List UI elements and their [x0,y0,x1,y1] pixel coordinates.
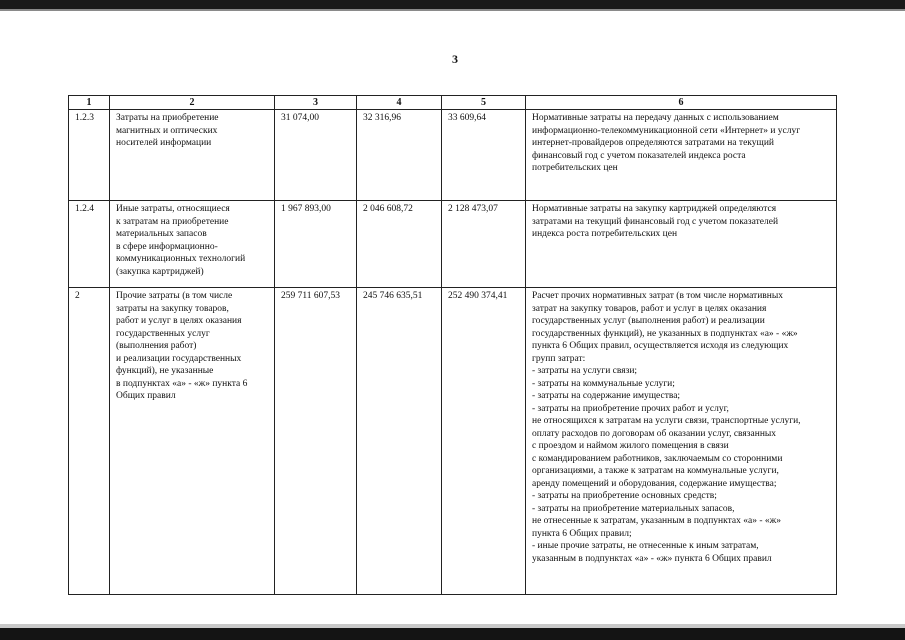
header-col-1: 1 [69,96,110,110]
text-line: с командированием работников, заключаемым со сторонними [532,453,783,464]
row-name [110,288,275,595]
text-line: с проездом и наймом жилого помещения в связи [532,441,729,451]
text-line: (выполнения работ) [116,341,197,351]
header-row [69,96,837,110]
row-name [110,110,275,201]
row-value-col4: 245 746 635,51 [357,288,442,595]
row-description [526,110,837,201]
page-number: 3 [452,52,458,66]
text-line: - затраты на приобретение материальных запасов, [532,503,735,514]
text-line: интернет-провайдеров определяются затратами на текущий [532,138,775,148]
text-line: в подпунктах «а» - «ж» пункта 6 [116,378,248,389]
scan-border-bottom [0,628,905,640]
text-line: Иные затраты, относящиеся [116,204,230,214]
text-line: информационно-телекоммуникационной сети «Интернет» и услуг [532,125,801,136]
text-line: государственных функций), не указанных в подпунктах «а» - «ж» [532,328,798,339]
text-line: затратами на текущий финансовый год с учетом показателей [532,216,779,227]
header-col-2: 2 [110,96,275,110]
text-line: носителей информации [116,138,212,148]
row-value-col3: 31 074,00 [275,110,357,201]
text-line: Расчет прочих нормативных затрат (в том числе нормативных [532,291,783,301]
text-line: - затраты на приобретение основных средств; [532,491,717,501]
text-line: потребительских цен [532,163,618,173]
text-line: Общих правил [116,391,176,401]
text-line: в сфере информационно- [116,241,218,252]
text-line: коммуникационных технологий [116,254,246,264]
header-col-5: 5 [442,96,526,110]
text-line: (закупка картриджей) [116,266,204,277]
row-value-col4: 32 316,96 [357,110,442,201]
row-value-col4: 2 046 608,72 [357,201,442,288]
row-code: 1.2.3 [69,110,110,201]
text-line: групп затрат: [532,353,586,364]
text-line: пункта 6 Общих правил; [532,528,632,539]
text-line: не отнесенные к затратам, указанным в подпунктах «а» - «ж» [532,516,781,526]
text-line: Затраты на приобретение [116,113,219,123]
text-line: указанным в подпунктах «а» - «ж» пункта 6 Общих правил [532,553,772,564]
text-line: затрат на закупку товаров, работ и услуг в целях оказания [532,303,767,314]
text-line: оплату расходов по договорам об оказании услуг, связанных [532,428,777,439]
header-col-3: 3 [275,96,357,110]
scan-border-top [0,0,905,9]
row-description [526,201,837,288]
table-row [69,201,837,288]
header-col-6: 6 [526,96,837,110]
cost-table [68,95,837,595]
text-line: - затраты на содержание имущества; [532,391,681,401]
text-line: - иные прочие затраты, не отнесенные к иным затратам, [532,541,759,551]
text-line: пункта 6 Общих правил, осуществляется исходя из следующих [532,341,789,351]
text-line: - затраты на коммунальные услуги; [532,378,675,389]
row-value-col5: 2 128 473,07 [442,201,526,288]
text-line: - затраты на услуги связи; [532,366,638,376]
text-line: не относящихся к затратам на услуги связи, транспортные услуги, [532,416,801,426]
row-description [526,288,837,595]
text-line: работ и услуг в целях оказания [116,316,242,326]
table-row [69,110,837,201]
row-value-col5: 252 490 374,41 [442,288,526,595]
row-code: 1.2.4 [69,201,110,288]
text-line: Нормативные затраты на закупку картриджей определяются [532,204,777,214]
row-code: 2 [69,288,110,595]
text-line: государственных услуг [116,328,210,339]
text-line: Прочие затраты (в том числе [116,291,233,301]
text-line: к затратам на приобретение [116,216,229,227]
row-value-col3: 259 711 607,53 [275,288,357,595]
text-line: финансовый год с учетом показателей индекса роста [532,150,746,161]
row-value-col5: 33 609,64 [442,110,526,201]
text-line: магнитных и оптических [116,125,218,136]
scan-border-top-edge [0,9,905,11]
table-row [69,288,837,595]
text-line: аренду помещений и оборудования, содержание имущества; [532,478,777,489]
text-line: и реализации государственных [116,353,242,364]
text-line: организациями, а также к затратам на коммунальные услуги, [532,466,779,476]
text-line: затраты на закупку товаров, [116,303,229,314]
row-value-col3: 1 967 893,00 [275,201,357,288]
text-line: функций), не указанные [116,366,214,376]
text-line: - затраты на приобретение прочих работ и услуг, [532,403,729,414]
text-line: материальных запасов [116,229,207,239]
text-line: государственных услуг (выполнения работ) и реализации [532,316,765,326]
row-name [110,201,275,288]
header-col-4: 4 [357,96,442,110]
text-line: индекса роста потребительских цен [532,229,678,239]
text-line: Нормативные затраты на передачу данных с использованием [532,113,779,123]
